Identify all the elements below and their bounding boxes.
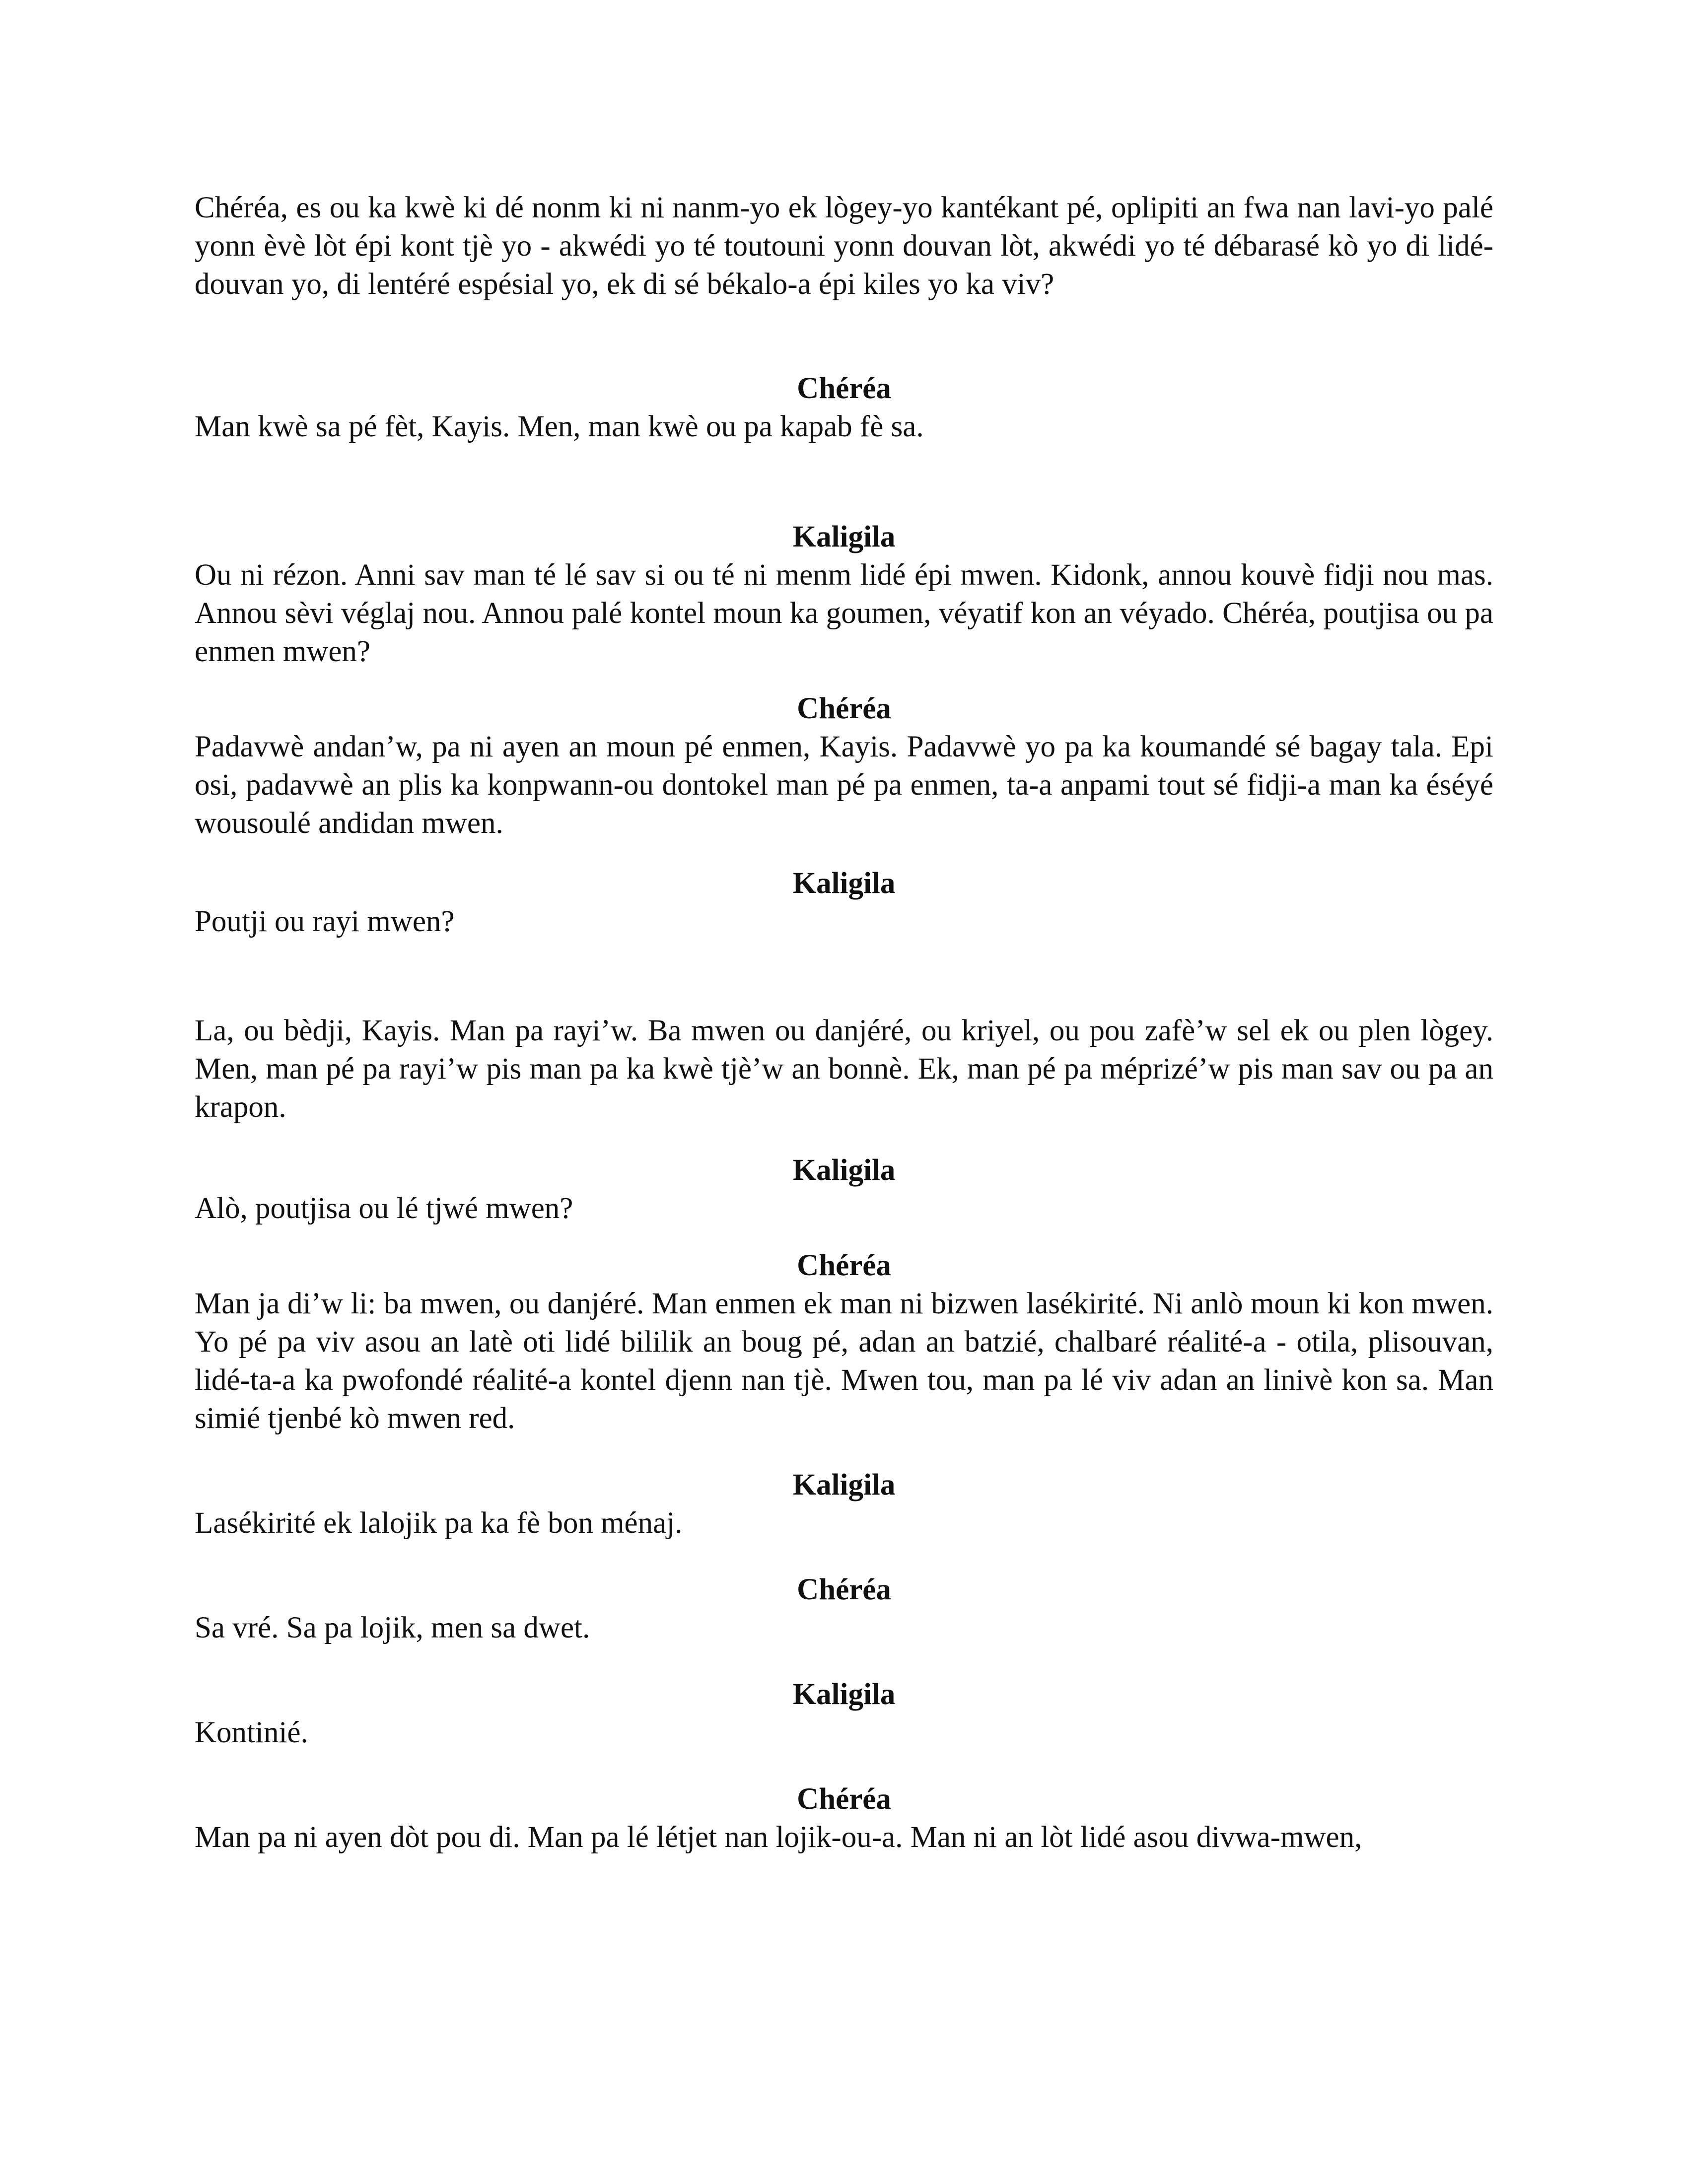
paragraph: Ou ni rézon. Anni sav man té lé sav si ou té ni menm lidé épi mwen. Kidonk, annou kouvè fidji nou mas. Annou sèvi véglaj nou. Annou palé kontel moun ka goumen, véyatif kon an véyado. Chéréa, poutjisa ou pa enmen mwen? [195,558,1493,668]
speaker-name: Chéréa [797,372,891,405]
speaker-name: Chéréa [797,1782,891,1816]
speaker-name: Kaligila [792,867,896,900]
speaker-name: Chéréa [797,692,891,725]
paragraph: Kontinié. [195,1716,308,1749]
paragraph: Sa vré. Sa pa lojik, men sa dwet. [195,1611,590,1644]
paragraph: Alò, poutjisa ou lé tjwé mwen? [195,1192,573,1225]
speaker-name: Kaligila [792,1678,896,1711]
speaker-name: Chéréa [797,1573,891,1606]
paragraph: Padavwè andan’w, pa ni ayen an moun pé enmen, Kayis. Padavwè yo pa ka koumandé sé bagay tala. Epi osi, padavwè an plis ka konpwann-ou dontokel man pé pa enmen, ta-a anpami tout sé fidji-a man ka éséyé wousoulé andidan mwen. [195,730,1493,840]
paragraph: Chéréa, es ou ka kwè ki dé nonm ki ni nanm-yo ek lògey-yo kantékant pé, oplipiti an fwa nan lavi-yo palé yonn èvè lòt épi kont tjè yo - akwédi yo té toutouni yonn douvan lòt, akwédi yo té débarasé kò yo di lidé-douvan yo, di lentéré espésial yo, ek di sé békalo-a épi kiles yo ka viv? [195,191,1493,301]
paragraph: Man pa ni ayen dòt pou di. Man pa lé létjet nan lojik-ou-a. Man ni an lòt lidé asou divwa-mwen, [195,1821,1362,1854]
paragraph: Man ja di’w li: ba mwen, ou danjéré. Man enmen ek man ni bizwen lasékirité. Ni anlò moun ki kon mwen. Yo pé pa viv asou an latè oti lidé bililik an boug pé, adan an batzié, chalbaré réalité-a - otila, plisouvan, lidé-ta-a ka pwofondé réalité-a kontel djenn nan tjè. Mwen tou, man pa lé viv adan an linivè kon sa. Man simié tjenbé kò mwen red. [195,1287,1493,1435]
document-page [195,189,1493,1856]
paragraph: La, ou bèdji, Kayis. Man pa rayi’w. Ba mwen ou danjéré, ou kriyel, ou pou zafè’w sel ek ou plen lògey. Men, man pé pa rayi’w pis man pa ka kwè tjè’w an bonnè. Ek, man pé pa méprizé’w pis man sav ou pa an krapon. [195,1014,1493,1124]
speaker-name: Chéréa [797,1249,891,1282]
speaker-name: Kaligila [792,520,896,553]
paragraph: Lasékirité ek lalojik pa ka fè bon ménaj. [195,1506,683,1540]
speaker-name: Kaligila [792,1468,896,1502]
paragraph: Poutji ou rayi mwen? [195,905,455,938]
speaker-name: Kaligila [792,1154,896,1187]
paragraph: Man kwè sa pé fèt, Kayis. Men, man kwè ou pa kapab fè sa. [195,410,924,443]
